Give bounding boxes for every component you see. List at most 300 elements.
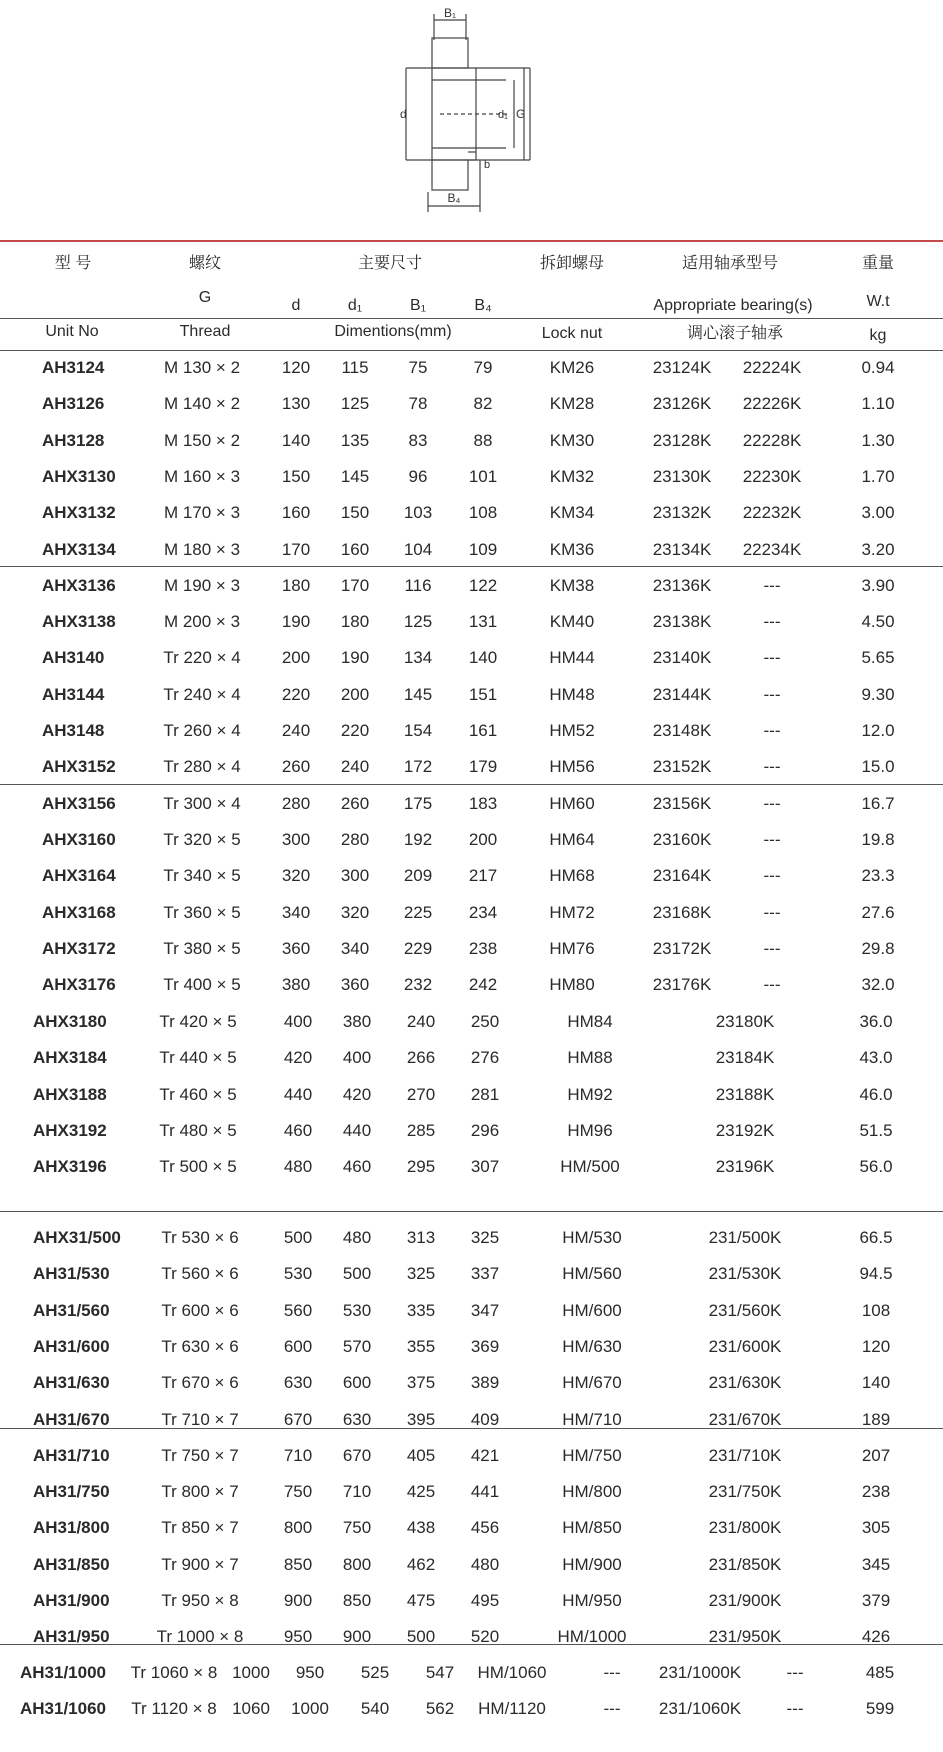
cell-d: 850 [283, 1554, 313, 1574]
cell-weight: 56.0 [859, 1157, 893, 1177]
cell-bearing-2: 22226K [742, 394, 802, 414]
cell-lock-nut: HM92 [567, 1084, 613, 1104]
cell-thread: M 190 × 3 [163, 575, 241, 595]
cell-b4: 547 [425, 1663, 455, 1682]
cell-d: 170 [281, 539, 311, 559]
cell-d: 560 [283, 1300, 313, 1320]
cell-bearing: 231/750K [708, 1482, 782, 1502]
cell-weight: 15.0 [861, 757, 895, 777]
cell-b4: 520 [470, 1627, 500, 1647]
cell-bearing: 23152K [652, 757, 712, 777]
cell-unit-no: AH31/800 [33, 1518, 110, 1538]
cell-lock-nut: KM40 [549, 612, 595, 632]
cell-d: 530 [283, 1264, 313, 1284]
cell-d: 300 [281, 829, 311, 849]
cell-d: 630 [283, 1373, 313, 1393]
cell-lock-nut: HM/950 [562, 1591, 622, 1610]
cell-unit-no: AH3124 [42, 358, 105, 377]
cell-d1: 280 [340, 829, 370, 849]
cell-lock-nut: HM60 [549, 793, 595, 813]
cell-b4: 122 [468, 575, 498, 595]
cell-lock-nut: HM96 [567, 1120, 613, 1140]
cell-d: 280 [281, 793, 311, 813]
cell-b4: 296 [470, 1120, 500, 1140]
cell-d: 670 [283, 1409, 313, 1429]
cell-d1: 180 [340, 612, 370, 632]
cell-weight: 189 [861, 1409, 891, 1429]
cell-d1: 125 [340, 394, 370, 414]
cell-b4: 369 [470, 1336, 500, 1356]
cell-bearing: 23140K [652, 648, 712, 668]
diagram-label-g: G [516, 107, 526, 121]
cell-bearing: 23144K [652, 684, 712, 704]
cell-thread: Tr 320 × 5 [163, 829, 241, 849]
cell-d1: 440 [342, 1120, 372, 1140]
cell-unit-no: AH31/950 [33, 1627, 110, 1647]
cell-d: 750 [283, 1482, 313, 1502]
cell-thread: Tr 240 × 4 [163, 684, 241, 704]
cell-d1: 340 [340, 938, 370, 958]
cell-unit-no: AH31/750 [33, 1482, 110, 1502]
cell-unit-no: AH3148 [42, 721, 105, 740]
cell-weight: 3.20 [861, 539, 895, 559]
cell-bearing: 23128K [652, 430, 712, 450]
cell-dash-2: --- [786, 1699, 804, 1719]
cell-lock-nut: KM28 [549, 394, 595, 414]
cell-bearing: 23124K [652, 358, 712, 377]
cell-d: 200 [281, 648, 311, 668]
cell-thread: Tr 670 × 6 [161, 1373, 239, 1393]
cell-b4: 480 [470, 1554, 500, 1574]
cell-dash-1: --- [603, 1663, 621, 1682]
cell-b4: 234 [468, 902, 498, 922]
cell-d: 130 [281, 394, 311, 414]
cell-bearing: 231/950K [708, 1627, 782, 1647]
cell-d: 320 [281, 866, 311, 886]
cell-d1: 710 [342, 1482, 372, 1502]
cell-unit-no: AHX3136 [42, 575, 116, 595]
cell-unit-no: AHX3152 [42, 757, 116, 777]
cell-b4: 101 [468, 466, 498, 486]
cell-bearing: 23196K [715, 1157, 775, 1177]
cell-thread: Tr 360 × 5 [163, 902, 241, 922]
cell-b4: 456 [470, 1518, 500, 1538]
cell-unit-no: AH3126 [42, 394, 105, 414]
cell-lock-nut: HM48 [549, 684, 595, 704]
cell-d1: 600 [342, 1373, 372, 1393]
cell-bearing: 23132K [652, 503, 712, 523]
cell-bearing-2: --- [763, 684, 781, 704]
cell-d1: 1000 [291, 1699, 329, 1719]
cell-d1: 950 [295, 1663, 325, 1682]
cell-unit-no: AH3144 [42, 684, 105, 704]
cell-lock-nut: HM/670 [562, 1373, 622, 1393]
group-divider [0, 566, 943, 567]
cell-b4: 250 [470, 1012, 500, 1031]
cell-b1: 240 [406, 1012, 436, 1031]
header-bearing-en: Appropriate bearing(s) [653, 297, 813, 314]
header-locknut-cn: 拆卸螺母 [539, 255, 605, 272]
cell-lock-nut: HM72 [549, 902, 595, 922]
cell-d1: 145 [340, 466, 370, 486]
cell-weight: 16.7 [861, 793, 895, 813]
cell-lock-nut: HM/600 [562, 1300, 622, 1320]
cell-d: 120 [281, 358, 311, 377]
cell-weight: 305 [861, 1518, 891, 1538]
cell-unit-no: AHX3138 [42, 612, 116, 632]
cell-b1: 134 [403, 648, 433, 668]
cell-b1: 395 [406, 1409, 436, 1429]
cell-b4: 307 [470, 1157, 500, 1177]
header-locknut-en: Lock nut [541, 325, 603, 342]
cell-d: 220 [281, 684, 311, 704]
cell-b1: 192 [403, 829, 433, 849]
cell-lock-nut: KM30 [549, 430, 595, 450]
cell-unit-no: AHX3164 [42, 866, 116, 886]
cell-lock-nut: HM/560 [562, 1264, 622, 1284]
cell-thread: Tr 460 × 5 [159, 1084, 237, 1104]
cell-b1: 525 [360, 1663, 390, 1682]
cell-unit-no: AHX3134 [42, 539, 116, 559]
cell-weight: 238 [861, 1482, 891, 1502]
cell-d1: 200 [340, 684, 370, 704]
cell-bearing: 23188K [715, 1084, 775, 1104]
cell-bearing: 23136K [652, 575, 712, 595]
cell-weight: 29.8 [861, 938, 895, 958]
cell-thread: Tr 750 × 7 [161, 1445, 239, 1465]
cell-d1: 135 [340, 430, 370, 450]
cell-weight: 108 [861, 1300, 891, 1320]
header-thread-cn: 螺纹 [188, 255, 222, 272]
header-weight-cn: 重量 [861, 255, 895, 272]
cell-bearing: 23180K [715, 1012, 775, 1031]
cell-unit-no: AH31/850 [33, 1554, 110, 1574]
cell-b1: 355 [406, 1336, 436, 1356]
cell-thread: Tr 500 × 5 [159, 1157, 237, 1177]
cell-b1: 295 [406, 1157, 436, 1177]
cell-lock-nut: HM/530 [562, 1228, 622, 1247]
cell-weight: 66.5 [859, 1228, 893, 1247]
cell-bearing: 23130K [652, 466, 712, 486]
cell-d1: 670 [342, 1445, 372, 1465]
cell-bearing-2: --- [763, 902, 781, 922]
cell-lock-nut: KM38 [549, 575, 595, 595]
cell-bearing: 231/530K [708, 1264, 782, 1284]
cell-b1: 266 [406, 1048, 436, 1068]
cell-thread: Tr 800 × 7 [161, 1482, 239, 1502]
cell-unit-no: AHX3130 [42, 466, 116, 486]
cell-b1: 335 [406, 1300, 436, 1320]
cell-unit-no: AH31/630 [33, 1373, 110, 1393]
cell-d: 340 [281, 902, 311, 922]
cell-unit-no: AH3128 [42, 430, 105, 450]
cell-lock-nut: KM32 [549, 466, 595, 486]
cell-thread: M 180 × 3 [163, 539, 241, 559]
cell-weight: 27.6 [861, 902, 895, 922]
diagram-label-b4: B₄ [447, 191, 461, 205]
cell-bearing: 23184K [715, 1048, 775, 1068]
cell-lock-nut: HM84 [567, 1012, 613, 1031]
cell-thread: Tr 340 × 5 [163, 866, 241, 886]
cell-b4: 409 [470, 1409, 500, 1429]
cell-unit-no: AH31/670 [33, 1409, 110, 1429]
cell-unit-no: AH31/1000 [20, 1663, 107, 1682]
cell-d1: 400 [342, 1048, 372, 1068]
cell-bearing: 231/1000K [658, 1663, 742, 1682]
cell-thread: Tr 400 × 5 [163, 975, 241, 995]
cell-thread: Tr 950 × 8 [161, 1591, 239, 1610]
cell-unit-no: AH31/530 [33, 1264, 110, 1284]
cell-weight: 46.0 [859, 1084, 893, 1104]
header-top-rule [0, 240, 943, 242]
cell-b4: 242 [468, 975, 498, 995]
cell-unit-no: AHX3188 [33, 1084, 107, 1104]
cell-dash-2: --- [786, 1663, 804, 1682]
cell-unit-no: AH31/560 [33, 1300, 110, 1320]
cell-d1: 900 [342, 1627, 372, 1647]
cell-unit-no: AH3140 [42, 648, 105, 668]
cell-b4: 183 [468, 793, 498, 813]
cell-unit-no: AHX3184 [33, 1048, 107, 1068]
cell-d1: 500 [342, 1264, 372, 1284]
cell-bearing-2: --- [763, 975, 781, 995]
cell-d: 180 [281, 575, 311, 595]
cell-d1: 170 [340, 575, 370, 595]
cell-unit-no: AHX3196 [33, 1157, 107, 1177]
cell-b1: 285 [406, 1120, 436, 1140]
cell-d1: 530 [342, 1300, 372, 1320]
cell-d: 150 [281, 466, 311, 486]
header-bearing-cn: 适用轴承型号 [681, 255, 779, 272]
cell-weight: 32.0 [861, 975, 895, 995]
cell-thread: Tr 260 × 4 [163, 721, 241, 740]
cell-unit-no: AH31/600 [33, 1336, 110, 1356]
cell-b4: 495 [470, 1591, 500, 1610]
cell-bearing-2: --- [763, 612, 781, 632]
cell-thread: M 200 × 3 [163, 612, 241, 632]
cell-lock-nut: HM/630 [562, 1336, 622, 1356]
cell-b1: 313 [406, 1228, 436, 1247]
cell-bearing-2: 22224K [742, 358, 802, 377]
cell-b4: 108 [468, 503, 498, 523]
cell-unit-no: AHX3172 [42, 938, 116, 958]
header-col-d1: d₁ [347, 297, 363, 314]
cell-bearing-2: 22228K [742, 430, 802, 450]
cell-b4: 337 [470, 1264, 500, 1284]
header-col-b1: B₁ [409, 297, 427, 314]
cell-thread: Tr 380 × 5 [163, 938, 241, 958]
cell-lock-nut: KM26 [549, 358, 595, 377]
cell-thread: M 160 × 3 [163, 466, 241, 486]
cell-d: 710 [283, 1445, 313, 1465]
cell-weight: 3.00 [861, 503, 895, 523]
cell-lock-nut: HM64 [549, 829, 595, 849]
cell-bearing: 231/900K [708, 1591, 782, 1610]
cell-bearing-2: 22230K [742, 466, 802, 486]
cell-unit-no: AHX31/500 [33, 1228, 121, 1247]
cell-weight: 9.30 [861, 684, 895, 704]
header-dimensions-cn: 主要尺寸 [357, 255, 423, 272]
cell-b1: 438 [406, 1518, 436, 1538]
cell-d1: 380 [342, 1012, 372, 1031]
cell-lock-nut: HM/500 [560, 1157, 620, 1177]
cell-b1: 154 [403, 721, 433, 740]
cell-d1: 260 [340, 793, 370, 813]
cell-weight: 43.0 [859, 1048, 893, 1068]
cell-b1: 125 [403, 612, 433, 632]
cell-weight: 207 [861, 1445, 891, 1465]
cell-weight: 426 [861, 1627, 891, 1647]
cell-thread: Tr 900 × 7 [161, 1554, 239, 1574]
cell-unit-no: AHX3156 [42, 793, 116, 813]
cell-d: 140 [281, 430, 311, 450]
header-col-d: d [291, 297, 301, 314]
cell-d: 1060 [232, 1699, 270, 1719]
cell-d1: 460 [342, 1157, 372, 1177]
cell-lock-nut: HM76 [549, 938, 595, 958]
header-bearing-type-cn: 调心滚子轴承 [686, 325, 784, 342]
cell-d: 480 [283, 1157, 313, 1177]
cell-d1: 240 [340, 757, 370, 777]
cell-bearing-2: --- [763, 575, 781, 595]
cell-b1: 500 [406, 1627, 436, 1647]
cell-bearing: 231/710K [708, 1445, 782, 1465]
sleeve-cross-section-diagram [400, 0, 600, 240]
header-col-b4: B₄ [474, 297, 492, 314]
diagram-label-b: b [484, 159, 491, 171]
cell-weight: 599 [865, 1699, 895, 1719]
cell-bearing-2: --- [763, 793, 781, 813]
cell-d: 160 [281, 503, 311, 523]
cell-thread: Tr 530 × 6 [161, 1228, 239, 1247]
header-thread-en: Thread [179, 323, 231, 340]
cell-unit-no: AH31/1060 [20, 1699, 107, 1719]
cell-b4: 281 [470, 1084, 500, 1104]
cell-bearing: 231/850K [708, 1554, 782, 1574]
cell-b1: 425 [406, 1482, 436, 1502]
cell-weight: 379 [861, 1591, 891, 1610]
cell-b1: 232 [403, 975, 433, 995]
cell-weight: 140 [861, 1373, 891, 1393]
cell-bearing: 231/1060K [658, 1699, 742, 1719]
cell-lock-nut: HM/800 [562, 1482, 622, 1502]
cell-weight: 1.30 [861, 430, 895, 450]
cell-b4: 238 [468, 938, 498, 958]
cell-weight: 3.90 [861, 575, 895, 595]
cell-bearing: 231/670K [708, 1409, 782, 1429]
cell-b1: 475 [406, 1591, 436, 1610]
cell-lock-nut: HM80 [549, 975, 595, 995]
cell-bearing-2: 22234K [742, 539, 802, 559]
cell-lock-nut: HM/710 [562, 1409, 622, 1429]
cell-d: 360 [281, 938, 311, 958]
cell-lock-nut: HM/1120 [478, 1699, 546, 1719]
cell-bearing: 23134K [652, 539, 712, 559]
cell-lock-nut: HM/750 [562, 1445, 622, 1465]
cell-d1: 320 [340, 902, 370, 922]
cell-d: 950 [283, 1627, 313, 1647]
header-sub-rule [0, 318, 943, 319]
cell-lock-nut: HM/850 [562, 1518, 622, 1538]
cell-thread: Tr 1000 × 8 [156, 1627, 244, 1647]
cell-d: 190 [281, 612, 311, 632]
group-divider [0, 784, 943, 785]
cell-unit-no: AHX3160 [42, 829, 116, 849]
cell-d1: 630 [342, 1409, 372, 1429]
cell-thread: Tr 480 × 5 [159, 1120, 237, 1140]
cell-b4: 276 [470, 1048, 500, 1068]
cell-lock-nut: HM52 [549, 721, 595, 740]
cell-unit-no: AHX3168 [42, 902, 116, 922]
cell-b4: 79 [473, 358, 493, 377]
cell-bearing: 231/600K [708, 1336, 782, 1356]
cell-bearing: 231/560K [708, 1300, 782, 1320]
cell-bearing-2: --- [763, 648, 781, 668]
cell-bearing: 231/630K [708, 1373, 782, 1393]
cell-d1: 800 [342, 1554, 372, 1574]
cell-lock-nut: KM36 [549, 539, 595, 559]
cell-unit-no: AHX3132 [42, 503, 116, 523]
cell-b4: 200 [468, 829, 498, 849]
header-weight-unit: kg [869, 327, 887, 344]
cell-b4: 217 [468, 866, 498, 886]
cell-weight: 120 [861, 1336, 891, 1356]
header-model-cn: 型 号 [54, 255, 92, 272]
cell-b1: 78 [408, 394, 428, 414]
cell-b4: 82 [473, 394, 493, 414]
cell-b4: 140 [468, 648, 498, 668]
cell-b4: 151 [468, 684, 498, 704]
cell-b1: 175 [403, 793, 433, 813]
cell-weight: 51.5 [859, 1120, 893, 1140]
cell-weight: 4.50 [861, 612, 895, 632]
cell-weight: 345 [861, 1554, 891, 1574]
cell-weight: 1.70 [861, 466, 895, 486]
cell-thread: Tr 1060 × 8 [130, 1663, 218, 1682]
cell-d1: 570 [342, 1336, 372, 1356]
cell-weight: 12.0 [861, 721, 895, 740]
cell-bearing-2: --- [763, 721, 781, 740]
cell-weight: 23.3 [861, 866, 895, 886]
cell-d: 380 [281, 975, 311, 995]
cell-b1: 104 [403, 539, 433, 559]
cell-weight: 1.10 [861, 394, 895, 414]
cell-b4: 325 [470, 1228, 500, 1247]
cell-bearing: 23172K [652, 938, 712, 958]
cell-bearing: 231/800K [708, 1518, 782, 1538]
cell-b4: 421 [470, 1445, 500, 1465]
cell-d1: 150 [340, 503, 370, 523]
cell-thread: Tr 420 × 5 [159, 1012, 237, 1031]
cell-thread: M 150 × 2 [163, 430, 241, 450]
cell-b1: 405 [406, 1445, 436, 1465]
cell-b1: 145 [403, 684, 433, 704]
cell-d: 900 [283, 1591, 313, 1610]
cell-b4: 441 [470, 1482, 500, 1502]
group-divider [0, 1211, 943, 1212]
cell-lock-nut: HM56 [549, 757, 595, 777]
cell-bearing-2: --- [763, 829, 781, 849]
cell-d: 460 [283, 1120, 313, 1140]
cell-bearing-2: --- [763, 866, 781, 886]
cell-b1: 325 [406, 1264, 436, 1284]
cell-weight: 5.65 [861, 648, 895, 668]
cell-thread: M 170 × 3 [163, 503, 241, 523]
cell-lock-nut: HM44 [549, 648, 595, 668]
cell-bearing: 23156K [652, 793, 712, 813]
cell-b4: 131 [468, 612, 498, 632]
cell-d1: 190 [340, 648, 370, 668]
